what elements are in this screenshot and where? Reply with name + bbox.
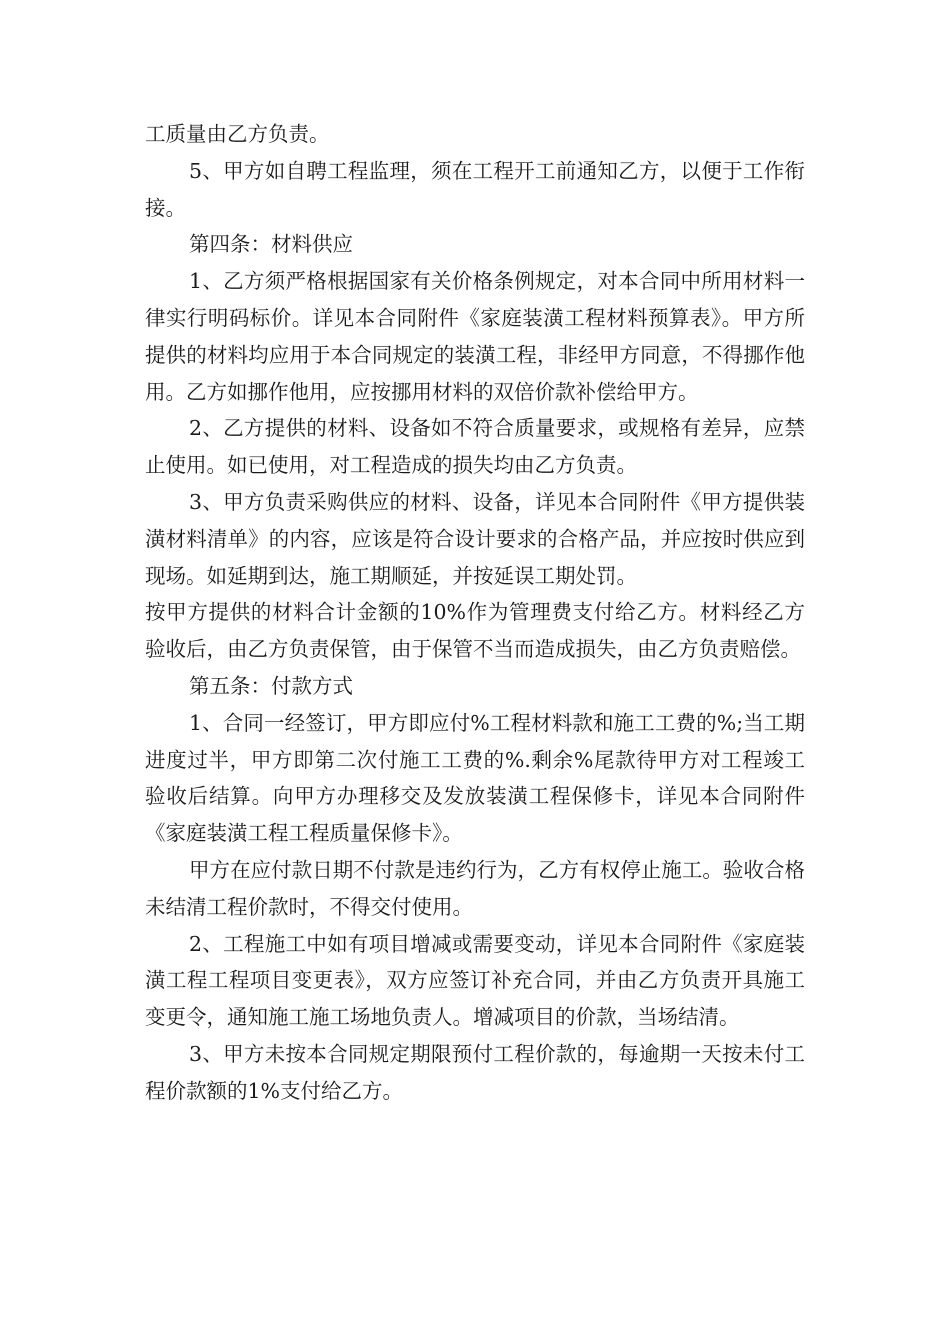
document-page [145, 116, 805, 1110]
paragraph-management-fee: 按甲方提供的材料合计金额的10%作为管理费支付给乙方。材料经乙方验收后，由乙方负责保管，由于保管不当而造成损失，由乙方负责赔偿。 [145, 600, 805, 662]
section-heading-article-5: 第五条：付款方式 [189, 673, 353, 698]
clause-item-5: 5、甲方如自聘工程监理，须在工程开工前通知乙方，以便于工作衔接。 [145, 158, 805, 220]
paragraph-continuation: 工质量由乙方负责。 [145, 122, 330, 146]
payment-item-3: 3、甲方未按本合同规定期限预付工程价款的，每逾期一天按未付工程价款额的1%支付给乙方。 [145, 1041, 805, 1103]
payment-default-paragraph: 甲方在应付款日期不付款是违约行为，乙方有权停止施工。验收合格未结清工程价款时，不得交付使用。 [145, 857, 805, 919]
payment-item-2: 2、工程施工中如有项目增减或需要变动，详见本合同附件《家庭装潢工程工程项目变更表》，双方应签订补充合同，并由乙方负责开具施工变更令，通知施工施工场地负责人。增减项目的价款，当场结清。 [145, 931, 805, 1030]
payment-item-1: 1、合同一经签订，甲方即应付%工程材料款和施工工费的%;当工期进度过半，甲方即第二次付施工工费的%.剩余%尾款待甲方对工程竣工验收后结算。向甲方办理移交及发放装潢工程保修卡，详见本合同附件《家庭装潢工程工程质量保修卡》。 [145, 710, 805, 846]
section-heading-article-4: 第四条：材料供应 [189, 232, 353, 257]
clause-item-1: 1、乙方须严格根据国家有关价格条例规定，对本合同中所用材料一律实行明码标价。详见本合同附件《家庭装潢工程材料预算表》。甲方所提供的材料均应用于本合同规定的装潢工程，非经甲方同意，不得挪作他用。乙方如挪作他用，应按挪用材料的双倍价款补偿给甲方。 [145, 269, 805, 404]
clause-item-2: 2、乙方提供的材料、设备如不符合质量要求，或规格有差异，应禁止使用。如已使用，对工程造成的损失均由乙方负责。 [145, 416, 805, 478]
clause-item-3: 3、甲方负责采购供应的材料、设备，详见本合同附件《甲方提供装潢材料清单》的内容，应该是符合设计要求的合格产品，并应按时供应到现场。如延期到达，施工期顺延，并按延误工期处罚。 [145, 489, 805, 588]
